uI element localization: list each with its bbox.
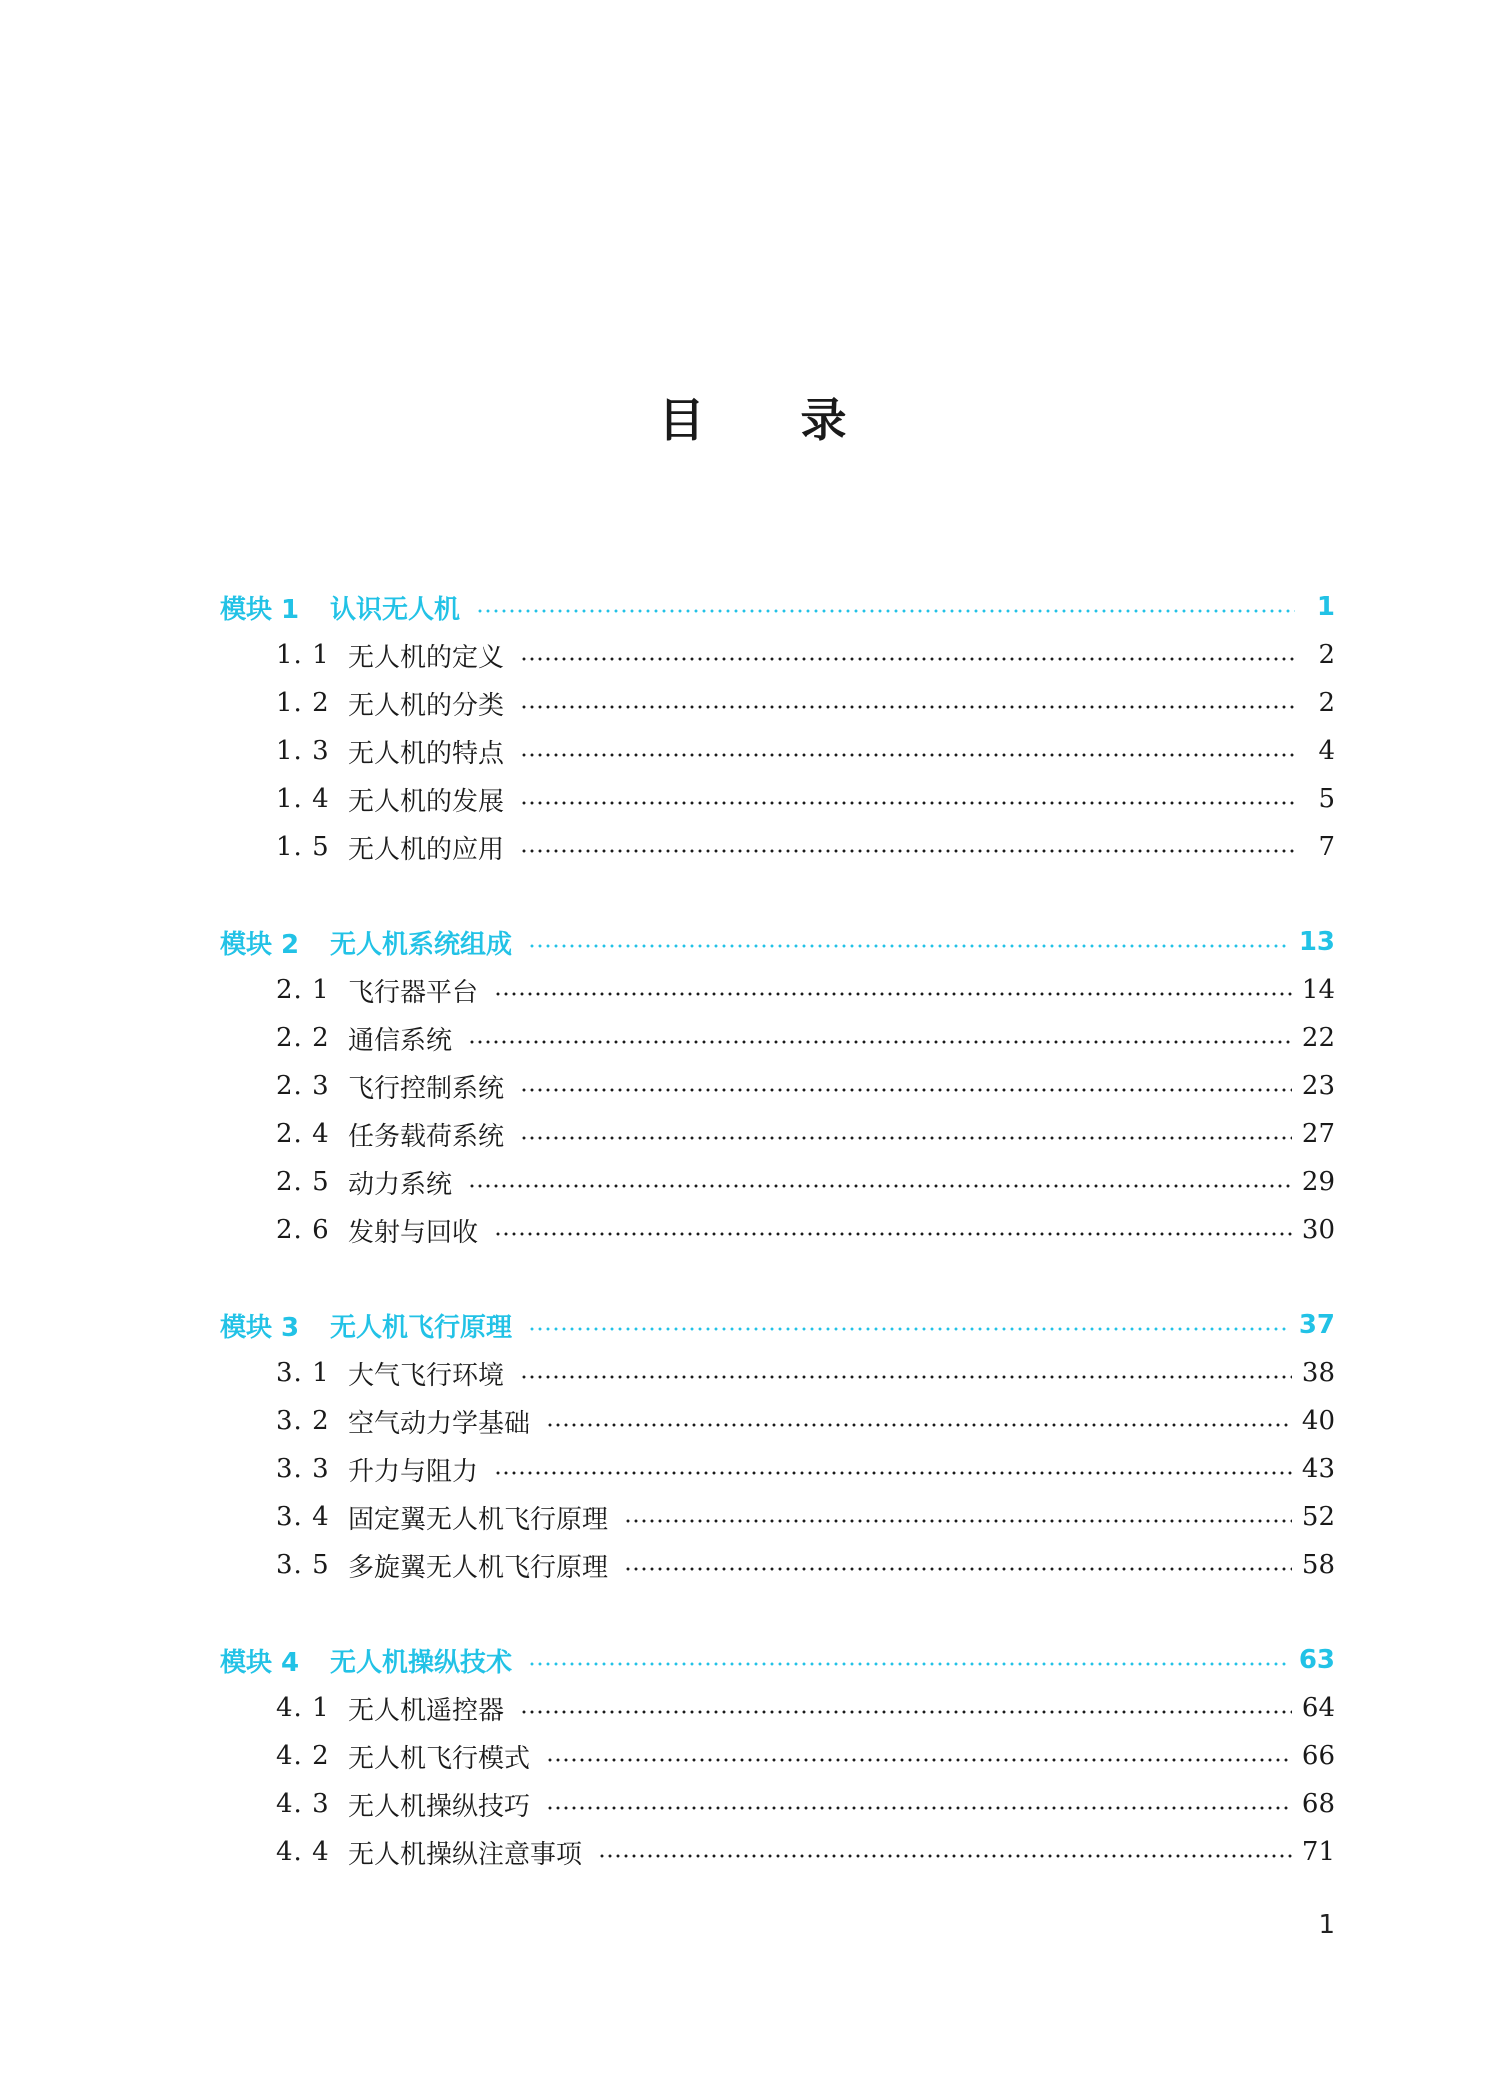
table-of-contents <box>0 583 1505 1876</box>
toc-section-entry[interactable] <box>0 775 1505 823</box>
section-title: 通信系统 <box>348 1025 453 1056</box>
section-title: 大气飞行环境 <box>348 1360 505 1391</box>
toc-module-entry[interactable] <box>0 1636 1505 1684</box>
toc-section-entry[interactable] <box>0 631 1505 679</box>
dot-leader <box>520 1136 1292 1140</box>
dot-leader <box>624 1567 1292 1571</box>
module-page-number: 63 <box>1298 1645 1335 1675</box>
toc-section-entry[interactable] <box>0 1780 1505 1828</box>
section-number: 3. 4 <box>276 1502 330 1532</box>
dot-leader <box>520 1088 1292 1092</box>
module-page-number: 37 <box>1298 1310 1335 1340</box>
section-number: 2. 2 <box>276 1023 330 1053</box>
section-number: 1. 3 <box>276 736 330 766</box>
section-number: 4. 3 <box>276 1789 330 1819</box>
dot-leader <box>528 1662 1289 1666</box>
section-number: 1. 1 <box>276 640 330 670</box>
toc-section-entry[interactable] <box>0 727 1505 775</box>
section-number: 2. 6 <box>276 1215 330 1245</box>
dot-leader <box>624 1519 1292 1523</box>
section-title: 无人机飞行模式 <box>348 1743 531 1774</box>
toc-module-entry[interactable] <box>0 918 1505 966</box>
section-title: 无人机的发展 <box>348 786 505 817</box>
section-page-number: 29 <box>1301 1167 1335 1197</box>
section-page-number: 27 <box>1301 1119 1335 1149</box>
toc-section-entry[interactable] <box>0 1397 1505 1445</box>
section-page-number: 40 <box>1301 1406 1335 1436</box>
module-title: 无人机飞行原理 <box>330 1312 513 1343</box>
section-number: 2. 4 <box>276 1119 330 1149</box>
section-title: 无人机的分类 <box>348 690 505 721</box>
section-page-number: 14 <box>1301 975 1335 1005</box>
section-number: 2. 3 <box>276 1071 330 1101</box>
toc-section-entry[interactable] <box>0 966 1505 1014</box>
module-label: 模块 3 <box>220 1312 300 1343</box>
section-title: 多旋翼无人机飞行原理 <box>348 1552 609 1583</box>
toc-section-entry[interactable] <box>0 1062 1505 1110</box>
toc-section-entry[interactable] <box>0 1541 1505 1589</box>
toc-section-entry[interactable] <box>0 1732 1505 1780</box>
section-number: 3. 3 <box>276 1454 330 1484</box>
dot-leader <box>520 753 1295 757</box>
section-title: 任务载荷系统 <box>348 1121 505 1152</box>
section-title: 无人机的应用 <box>348 834 505 865</box>
page-number: 1 <box>1318 1910 1335 1940</box>
section-page-number: 7 <box>1318 832 1335 862</box>
toc-section-entry[interactable] <box>0 1493 1505 1541</box>
toc-module <box>0 1636 1505 1876</box>
dot-leader <box>598 1854 1292 1858</box>
section-title: 动力系统 <box>348 1169 453 1200</box>
toc-section-entry[interactable] <box>0 1684 1505 1732</box>
toc-module <box>0 1301 1505 1589</box>
dot-leader <box>520 849 1295 853</box>
section-number: 2. 1 <box>276 975 330 1005</box>
section-page-number: 22 <box>1301 1023 1335 1053</box>
dot-leader <box>494 1232 1292 1236</box>
section-page-number: 64 <box>1301 1693 1335 1723</box>
section-title: 发射与回收 <box>348 1217 479 1248</box>
page-title-part1: 目 <box>658 393 705 447</box>
section-number: 1. 2 <box>276 688 330 718</box>
dot-leader <box>528 944 1289 948</box>
section-title: 无人机的定义 <box>348 642 505 673</box>
module-page-number: 1 <box>1316 592 1335 622</box>
toc-section-entry[interactable] <box>0 1828 1505 1876</box>
section-number: 2. 5 <box>276 1167 330 1197</box>
section-number: 1. 4 <box>276 784 330 814</box>
dot-leader <box>520 1710 1292 1714</box>
section-title: 空气动力学基础 <box>348 1408 531 1439</box>
toc-module-entry[interactable] <box>0 1301 1505 1349</box>
section-page-number: 71 <box>1301 1837 1335 1867</box>
toc-module <box>0 583 1505 871</box>
toc-section-entry[interactable] <box>0 823 1505 871</box>
module-page-number: 13 <box>1298 927 1335 957</box>
section-number: 3. 2 <box>276 1406 330 1436</box>
dot-leader <box>528 1327 1289 1331</box>
toc-module <box>0 918 1505 1254</box>
page-title <box>0 390 1505 450</box>
section-page-number: 4 <box>1318 736 1335 766</box>
dot-leader <box>468 1184 1292 1188</box>
dot-leader <box>546 1758 1292 1762</box>
module-label: 模块 4 <box>220 1647 300 1678</box>
section-page-number: 30 <box>1301 1215 1335 1245</box>
dot-leader <box>520 657 1295 661</box>
section-number: 1. 5 <box>276 832 330 862</box>
toc-section-entry[interactable] <box>0 679 1505 727</box>
section-page-number: 5 <box>1318 784 1335 814</box>
toc-section-entry[interactable] <box>0 1014 1505 1062</box>
dot-leader <box>520 1375 1292 1379</box>
module-label: 模块 2 <box>220 929 300 960</box>
section-title: 升力与阻力 <box>348 1456 479 1487</box>
toc-section-entry[interactable] <box>0 1349 1505 1397</box>
section-title: 无人机遥控器 <box>348 1695 505 1726</box>
section-title: 无人机操纵技巧 <box>348 1791 531 1822</box>
section-page-number: 68 <box>1301 1789 1335 1819</box>
page-title-part2: 录 <box>800 393 847 447</box>
toc-section-entry[interactable] <box>0 1206 1505 1254</box>
section-title: 无人机操纵注意事项 <box>348 1839 583 1870</box>
section-title: 飞行控制系统 <box>348 1073 505 1104</box>
section-page-number: 2 <box>1318 640 1335 670</box>
dot-leader <box>468 1040 1292 1044</box>
toc-section-entry[interactable] <box>0 1445 1505 1493</box>
section-page-number: 2 <box>1318 688 1335 718</box>
dot-leader <box>520 801 1295 805</box>
module-title: 无人机操纵技术 <box>330 1647 513 1678</box>
section-page-number: 58 <box>1301 1550 1335 1580</box>
section-title: 飞行器平台 <box>348 977 479 1008</box>
module-label: 模块 1 <box>220 594 300 625</box>
dot-leader <box>546 1423 1292 1427</box>
section-number: 4. 2 <box>276 1741 330 1771</box>
toc-section-entry[interactable] <box>0 1110 1505 1158</box>
toc-section-entry[interactable] <box>0 1158 1505 1206</box>
toc-module-entry[interactable] <box>0 583 1505 631</box>
section-number: 3. 5 <box>276 1550 330 1580</box>
dot-leader <box>476 609 1295 613</box>
module-title: 认识无人机 <box>330 594 461 625</box>
section-page-number: 43 <box>1301 1454 1335 1484</box>
section-page-number: 52 <box>1301 1502 1335 1532</box>
dot-leader <box>546 1806 1292 1810</box>
section-number: 4. 1 <box>276 1693 330 1723</box>
section-number: 4. 4 <box>276 1837 330 1867</box>
section-page-number: 66 <box>1301 1741 1335 1771</box>
dot-leader <box>520 705 1295 709</box>
module-title: 无人机系统组成 <box>330 929 513 960</box>
dot-leader <box>494 992 1292 996</box>
section-title: 固定翼无人机飞行原理 <box>348 1504 609 1535</box>
section-page-number: 23 <box>1301 1071 1335 1101</box>
section-title: 无人机的特点 <box>348 738 505 769</box>
section-page-number: 38 <box>1301 1358 1335 1388</box>
dot-leader <box>494 1471 1292 1475</box>
section-number: 3. 1 <box>276 1358 330 1388</box>
